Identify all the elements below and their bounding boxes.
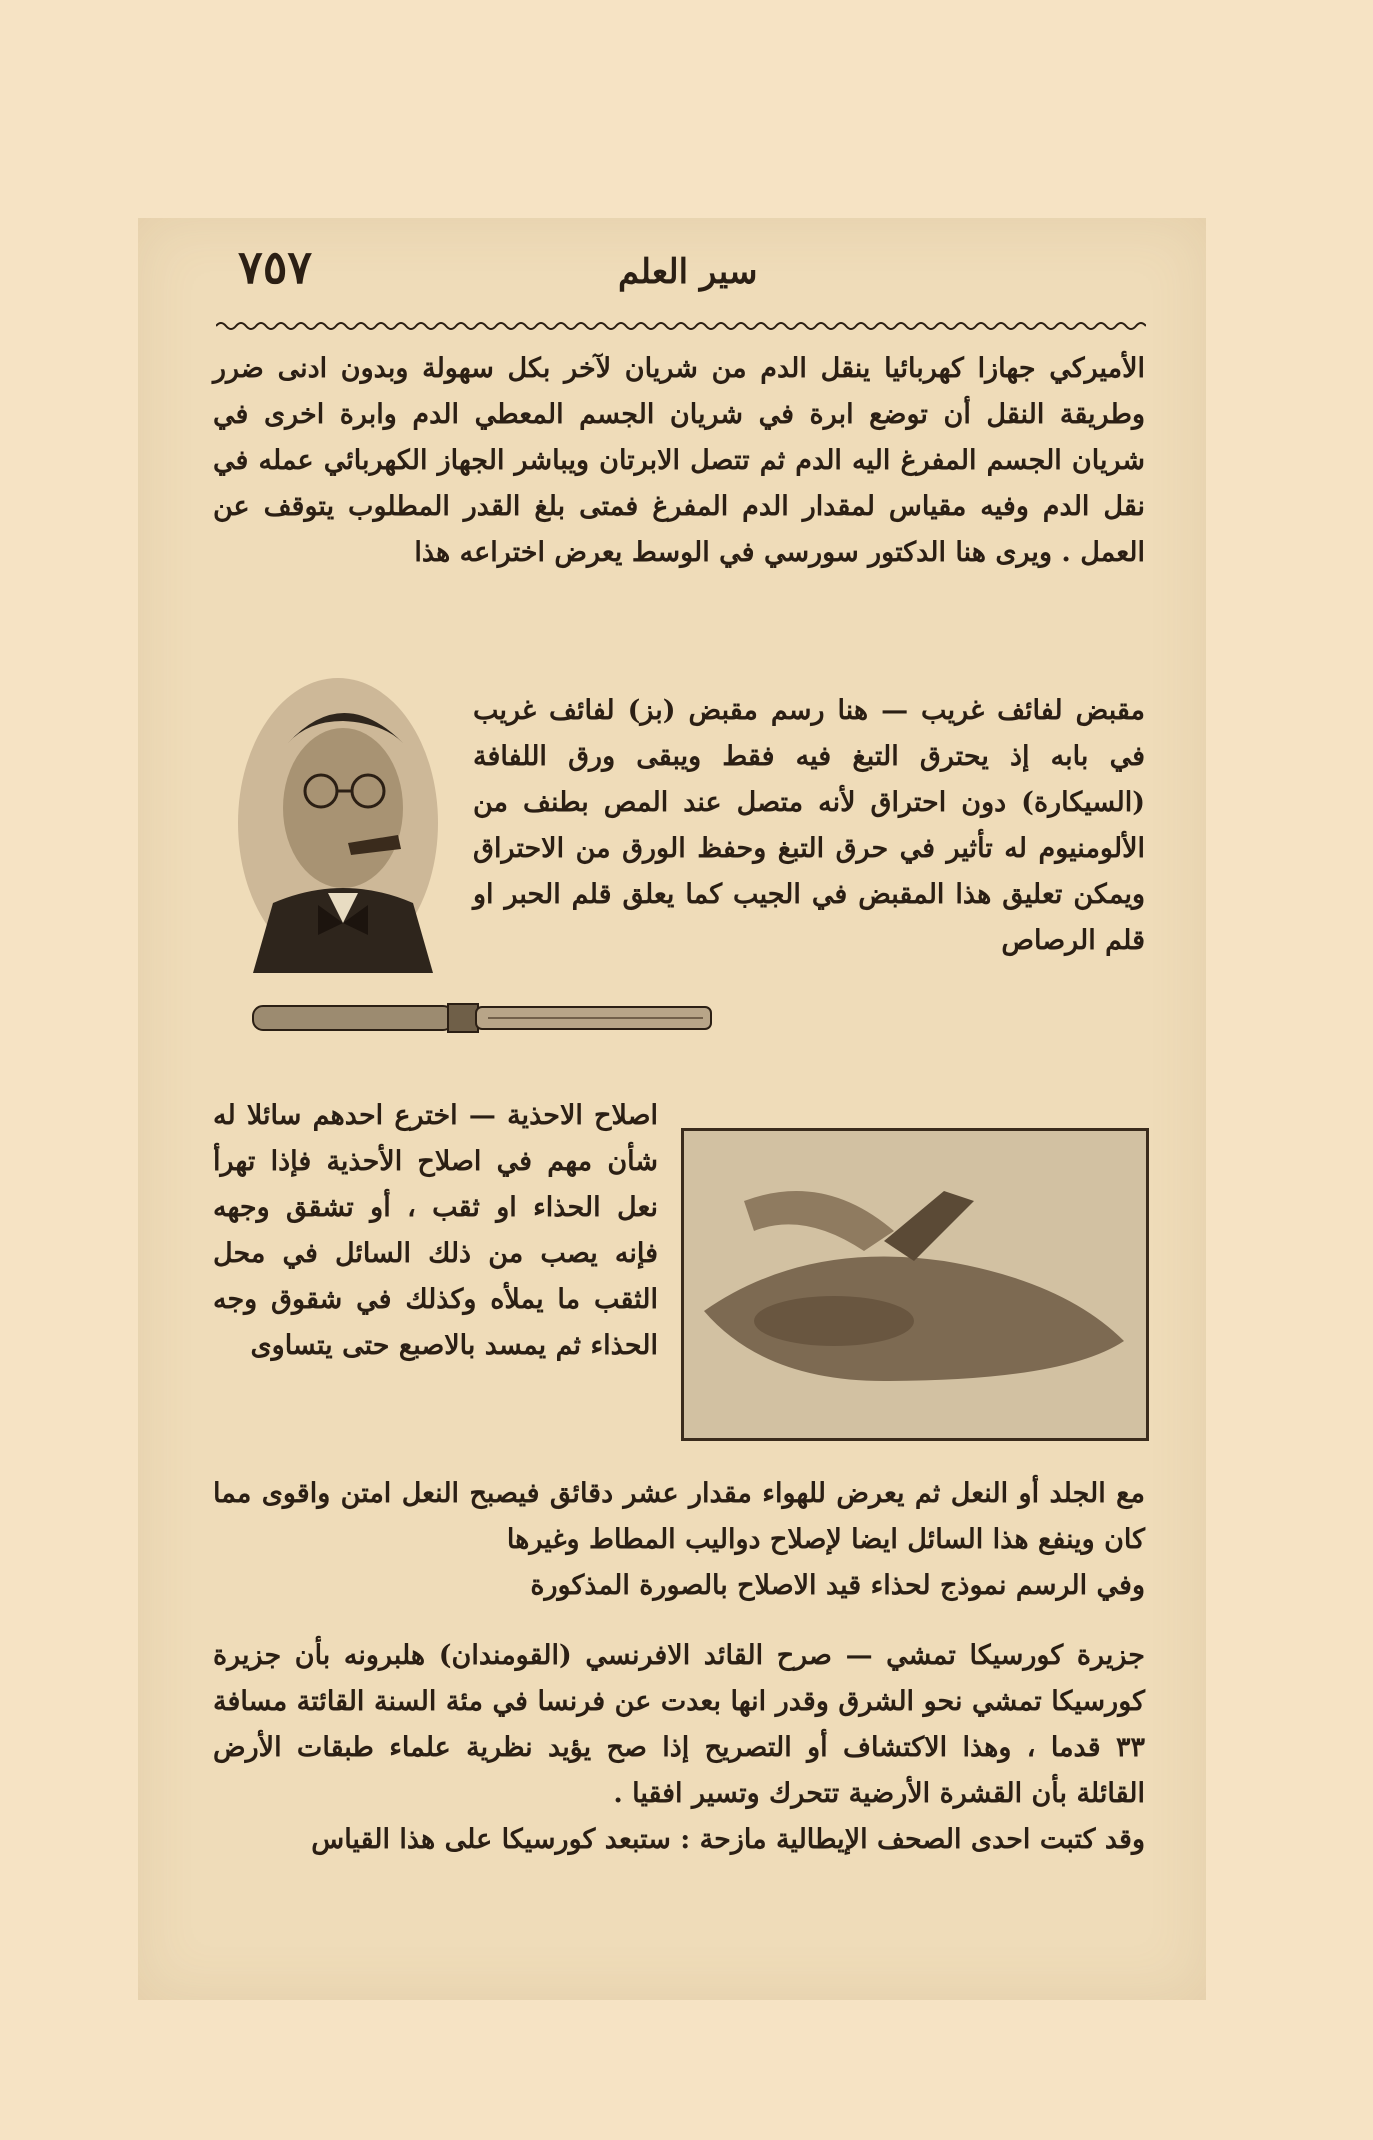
corsica-article [213,1633,1145,1863]
holder-heading: مقبض لفائف غريب — [881,695,1145,726]
header-wavy-rule [216,320,1146,332]
portrait-photo [233,673,443,973]
shoe-repair-photo [681,1128,1149,1441]
shoes-body-continued: مع الجلد أو النعل ثم يعرض للهواء مقدار عشر دقائق فيصبح النعل امتن واقوى مما كان وينفع هذا السائل ايضا لإصلاح دواليب المطاط وغيرها [213,1478,1145,1555]
cigarette-holder-drawing [248,998,718,1038]
shoe-repair-illustration [684,1131,1146,1438]
holder-body: هنا رسم مقبض (بز) لفائف غريب في بابه إذ يحترق التبغ فيه فقط ويبقى ورق اللفافة (السيكارة) دون احتراق لأنه متصل عند المص بطنف من الألومنيوم له تأثير في حرق التبغ وحفظ الورق من الاحتراق ويمكن تعليق هذا المقبض في الجيب كما يعلق قلم الحبر او قلم الرصاص [473,695,1145,956]
shoes-body: اخترع احدهم سائلا له شأن مهم في اصلاح الأحذية فإذا تهرأ نعل الحذاء او ثقب ، أو تشقق وجهه فإنه يصب من ذلك السائل في محل الثقب ما يملأه وكذلك في شقوق وجه الحذاء ثم يمسد بالاصبع حتى يتساوى [213,1100,658,1361]
corsica-heading: جزيرة كورسيكا تمشي — [845,1640,1145,1671]
holder-article [473,688,1145,964]
shoes-heading: اصلاح الاحذية — [468,1100,658,1131]
corsica-closing: وقد كتبت احدى الصحف الإيطالية مازحة : ستبعد كورسيكا على هذا القياس [311,1824,1145,1855]
page-number: ٧٥٧ [238,240,313,294]
page-title: سير العلم [618,252,758,292]
corsica-body: صرح القائد الافرنسي (القومندان) هلبرونه بأن جزيرة كورسيكا تمشي نحو الشرق وقدر انها بعدت عن فرنسا في مئة السنة القائتة مسافة ٣٣ قدما ، وهذا الاكتشاف أو التصريح إذا صح يؤيد نظرية علماء طبقات الأرض القائلة بأن القشرة الأرضية تتحرك وتسير افقيا . [213,1640,1145,1809]
shoes-article [213,1093,658,1369]
shoes-caption: وفي الرسم نموذج لحذاء قيد الاصلاح بالصورة المذكورة [530,1570,1145,1601]
intro-paragraph: الأميركي جهازا كهربائيا ينقل الدم من شريان لآخر بكل سهولة وبدون ادنى ضرر وطريقة النقل أن توضع ابرة في شريان الجسم المعطي الدم وابرة اخرى في شريان الجسم المفرغ اليه الدم ثم تتصل الابرتان ويباشر الجهاز الكهربائي عمله في نقل الدم وفيه مقياس لمقدار الدم المفرغ فمتى بلغ القدر المطلوب يتوقف عن العمل . ويرى هنا الدكتور سورسي في الوسط يعرض اختراعه هذا [213,353,1145,568]
shoes-article-continued [213,1471,1145,1609]
magazine-page [138,218,1206,2000]
